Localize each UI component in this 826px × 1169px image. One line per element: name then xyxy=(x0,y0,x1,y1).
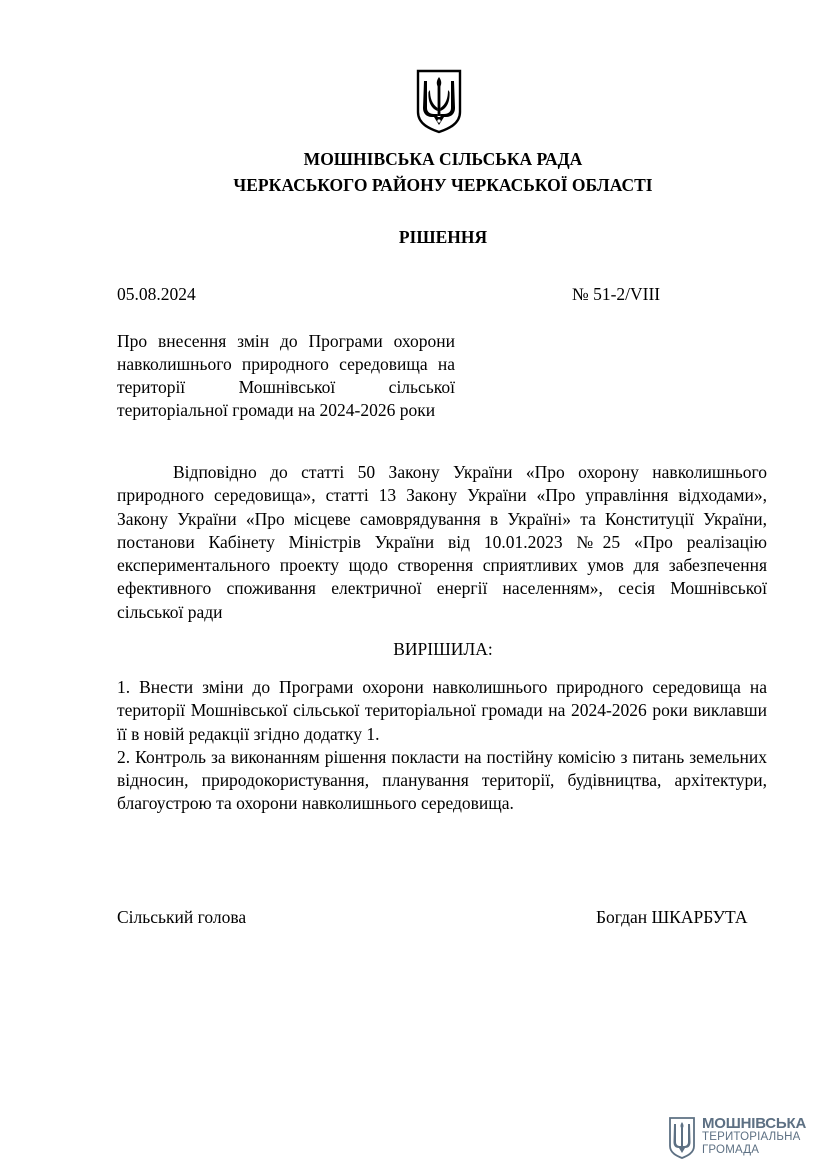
decision-number: № 51-2/VIII xyxy=(572,284,661,304)
signatory-title: Сільський голова xyxy=(117,907,247,927)
preamble-paragraph: Відповідно до статті 50 Закону України «Про охорону навколишнього природного середовища», статті 13 Закону України «Про управління відходами», Закону України «Про місцеве самоврядування в Україні» та Конституції України, постанови Кабінету Міністрів України від 10.01.2023 №25 «Про реалізацію експериментального проекту щодо створення сприятливих умов для забезпечення ефективного споживання електричної енергії населенням», сесія Мошнівської сільської ради xyxy=(117,462,767,622)
council-name: МОШНІВСЬКА СІЛЬСЬКА РАДА xyxy=(303,149,583,169)
decision-item: 1. Внести зміни до Програми охорони навколишнього природного середовища на території Мошнівської сільської територіальної громади на 2024-2026 роки виклавши її в новій редакції згідно додатку 1. xyxy=(117,677,767,744)
decision-items-list xyxy=(117,676,767,816)
resolved-heading: ВИРІШИЛА: xyxy=(393,639,493,659)
logo-subtitle: ТЕРИТОРІАЛЬНА xyxy=(702,1131,801,1143)
logo-subtitle-2: ГРОМАДА xyxy=(702,1144,760,1156)
community-logo xyxy=(668,1114,808,1164)
logo-title: МОШНІВСЬКА xyxy=(702,1115,807,1132)
decision-item: 2. Контроль за виконанням рішення покласти на постійну комісію з питань земельних відносин, природокористування, планування території, будівництва, архітектури, благоустрою та охорони навколишнього середовища. xyxy=(117,746,767,814)
signatory-name: Богдан ШКАРБУТА xyxy=(596,907,748,927)
coat-of-arms-icon xyxy=(415,68,463,134)
council-district: ЧЕРКАСЬКОГО РАЙОНУ ЧЕРКАСЬКОЇ ОБЛАСТІ xyxy=(233,175,653,195)
document-type-heading: РІШЕННЯ xyxy=(398,227,488,247)
decision-subject: Про внесення змін до Програми охорони навколишнього природного середовища на території Мошнівської сільської територіальної громади на 2024-2026 роки xyxy=(117,331,455,420)
trident-icon xyxy=(668,1116,696,1160)
decision-date: 05.08.2024 xyxy=(117,284,196,304)
